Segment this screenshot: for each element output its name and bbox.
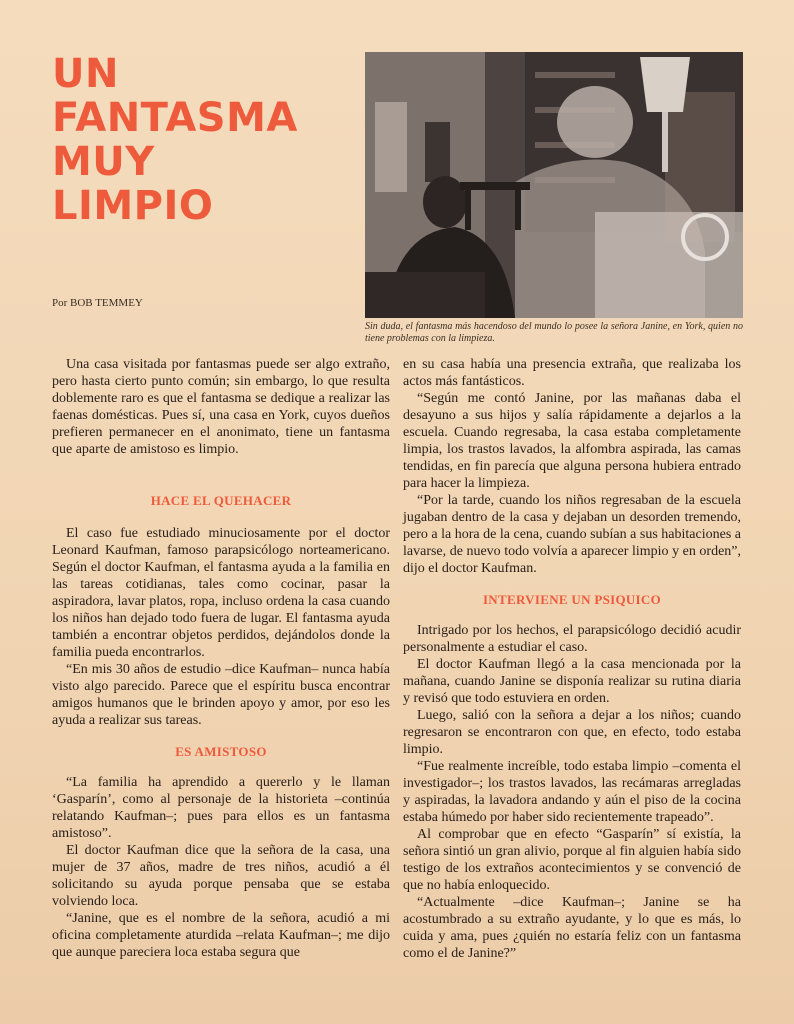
paragraph: El doctor Kaufman llegó a la casa mencionada por la mañana, cuando Janine se disponía realizar su rutina diaria y revisó que todo estuviera en orden. xyxy=(403,657,741,706)
section-heading-interviene-un-psiquico: INTERVIENE UN PSIQUICO xyxy=(482,592,662,607)
title-line-4: LIMPIO xyxy=(52,183,214,229)
paragraph: “Janine, que es el nombre de la señora, acudió a mi oficina completamente aturdida –relata Kaufman–; me dijo que aunque pareciera loca estaba segura que xyxy=(52,911,390,960)
ghost-photo-illustration xyxy=(365,52,743,318)
paragraph: Una casa visitada por fantasmas puede ser algo extraño, pero hasta cierto punto común; sin embargo, lo que resulta doblemente raro es que el fantasma se dedique a realizar las faenas domésticas. Pues sí, una casa en York, cuyos dueños prefieren permanecer en el anonimato, tiene un fantasma que aparte de amistoso es limpio. xyxy=(52,357,390,457)
article-title xyxy=(52,52,352,228)
paragraph: “Según me contó Janine, por las mañanas daba el desayuno a sus hijos y salía rápidamente a dejarlos a la escuela. Cuando regresaba, la casa estaba completamente limpia, los trastos lavados, la alfombra aspirada, las camas tendidas, en fin parecía que alguna persona hubiera entrado para hacer la limpieza. xyxy=(403,391,741,491)
right-column xyxy=(403,356,741,962)
paragraph: El doctor Kaufman dice que la señora de la casa, una mujer de 37 años, madre de tres niños, acudió a él solicitando su ayuda porque pensaba que se estaba volviendo loca. xyxy=(52,843,390,909)
byline: Por BOB TEMMEY xyxy=(52,297,143,309)
paragraph: Al comprobar que en efecto “Gasparín” sí existía, la señora sintió un gran alivio, porque al fin alguien había sido testigo de los extraños acontecimientos y se convenció de que no había enloquecido. xyxy=(403,827,741,893)
paragraph: “Actualmente –dice Kaufman–; Janine se ha acostumbrado a su extraño ayudante, y lo que es más, lo cuida y ama, pues ¿quién no estaría feliz con un fantasma como el de Janine?” xyxy=(403,895,741,961)
paragraph: en su casa había una presencia extraña, que realizaba los actos más fantásticos. xyxy=(403,357,741,389)
paragraph: “En mis 30 años de estudio –dice Kaufman– nunca había visto algo parecido. Parece que el espíritu busca encontrar amigos humanos que le brinden apoyo y amor, por eso les ayuda a realizar sus tareas. xyxy=(52,662,390,728)
title-line-2: FANTASMA xyxy=(52,95,298,141)
ghost-photo xyxy=(365,52,743,318)
title-line-1: UN xyxy=(52,51,119,97)
paragraph: Intrigado por los hechos, el parapsicólogo decidió acudir personalmente a estudiar el caso. xyxy=(403,623,741,655)
title-line-3: MUY xyxy=(52,139,155,185)
section-heading-es-amistoso: ES AMISTOSO xyxy=(175,744,267,759)
paragraph: “Por la tarde, cuando los niños regresaban de la escuela jugaban dentro de la casa y dejaban un desorden tremendo, pero a la hora de la cena, cuando subían a sus habitaciones a lavarse, de nuevo todo volvía a aparecer limpio y en orden”, dijo el doctor Kaufman. xyxy=(403,493,741,576)
section-heading-hace-el-quehacer: HACE EL QUEHACER xyxy=(150,493,292,508)
paragraph: Luego, salió con la señora a dejar a los niños; cuando regresaron se encontraron con que, en efecto, todo estaba limpio. xyxy=(403,708,741,757)
left-column xyxy=(52,356,390,961)
paragraph: “Fue realmente increíble, todo estaba limpio –comenta el investigador–; los trastos lavados, las recámaras arregladas y aspiradas, la lavadora andando y aún el piso de la cocina estaba húmedo por haber sido recientemente trapeado”. xyxy=(403,759,741,825)
photo-caption: Sin duda, el fantasma más hacendoso del mundo lo posee la señora Janine, en York, quien no tiene problemas con la limpieza. xyxy=(365,321,743,344)
paragraph: El caso fue estudiado minuciosamente por el doctor Leonard Kaufman, famoso parapsicólogo norteamericano. Según el doctor Kaufman, el fantasma ayuda a la familia en las tareas cotidianas, tales como cocinar, pasar la aspiradora, lavar platos, ropa, incluso ordena la casa cuando los niños han dejado todo fuera de lugar. El fantasma ayuda también a encontrar objetos perdidos, dejándolos donde la familia pueda encontrarlos. xyxy=(52,526,390,660)
paragraph: “La familia ha aprendido a quererlo y le llaman ‘Gasparín’, como al personaje de la historieta –continúa relatando Kaufman–; pues para ellos es un fantasma amistoso”. xyxy=(52,775,390,841)
